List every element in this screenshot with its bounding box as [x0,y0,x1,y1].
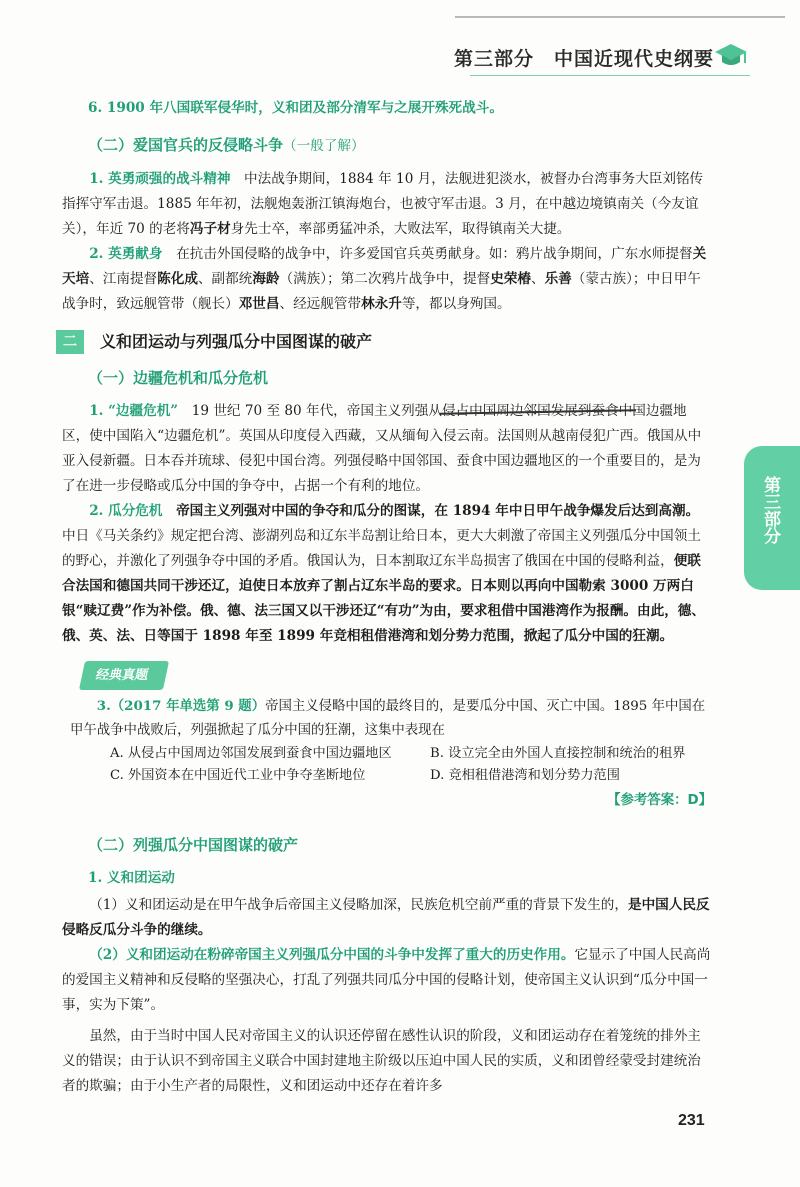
header-title: 第三部分 中国近现代史纲要 [453,48,714,70]
option-c[interactable]: C. 外国资本在中国近代工业中争夺垄断地位 [110,768,366,783]
header-rule [470,75,750,76]
section-number: 二 [56,330,84,354]
para-boxer-2: （2）义和团运动在粉碎帝国主义列强瓜分中国的斗争中发挥了重大的历史作用。它显示了中国人民高尚的爱国主义精神和反侵略的坚强决心，打乱了列强共同瓜分中国的侵略计划，使帝国主义认识到“瓜分中国一事，实为下策”。 [62,947,711,1013]
item-boxer-movement: 1. 义和团运动 [88,870,175,886]
header-top-line [455,8,785,18]
side-tab[interactable] [744,446,800,590]
subsection-partition-failure: （二）列强瓜分中国图谋的破产 [88,836,299,854]
classic-exam-badge: 经典真题 [79,661,169,690]
side-tab-label: 第三部分 [760,476,780,544]
subsection-frontier-crisis: （一）边疆危机和瓜分危机 [88,369,269,387]
page-number: 231 [678,1112,705,1129]
graduation-cap-icon [714,40,748,70]
para-boxer-1: （1）义和团运动是在甲午战争后帝国主义侵略加深，民族危机空前严重的背景下发生的，是中国人民反侵略反瓜分斗争的继续。 [62,897,710,938]
option-b[interactable]: B. 设立完全由外国人直接控制和统治的租界 [430,746,686,761]
handwritten-strikethrough: 侵占中国周边邻国发展到蚕食中 [442,403,632,419]
item-frontier-crisis: 1. “边疆危机” 19 世纪 70 至 80 年代，帝国主义列强从侵占中国周边邻国发展到蚕食中 国边疆地区，使中国陷入“边疆危机”。英国从印度侵入西藏，又从缅甸入侵云南。法国则从越南侵犯广西。俄国从中亚入侵新疆。日本吞并琉球、侵犯中国台湾。列强侵略中国邻国、蚕食中国边疆地区的一个重要目的，是为了在进一步侵略或瓜分中国的争夺中，占据一个有利的地位。 [62,403,702,494]
item-partition-crisis: 2. 瓜分危机 帝国主义列强对中国的争夺和瓜分的图谋，在 1894 年中日甲午战争爆发后达到高潮。中日《马关条约》规定把台湾、澎湖列岛和辽东半岛割让给日本，更大大刺激了帝国主义列强瓜分中国领土的野心，并激化了列强争夺中国的矛盾。俄国认为，日本割取辽东半岛损害了俄国在中国的侵略利益，便联合法国和德国共同干涉还辽，迫使日本放弃了割占辽东半岛的要求。日本则以再向中国勒索 3000 万两白银“赎辽费”作为补偿。俄、德、法三国又以干涉还辽“有功”为由，要求租借中国港湾作为报酬。由此，德、俄、英、法、日等国于 1898 年至 1899 年竞相租借港湾和划分势力范围，掀起了瓜分中国的狂潮。 [62,503,705,644]
item-fighting-spirit: 1. 英勇顽强的战斗精神 中法战争期间，1884 年 10 月，法舰进犯淡水，被督办台湾事务大臣刘铭传指挥守军击退。1885 年年初，法舰炮轰浙江镇海炮台，也被守军击退。3 月，在中越边境镇南关（今友谊关），年近 70 的老将冯子材身先士卒，率部勇猛冲杀，大败法军，取得镇南关大捷。 [62,171,704,237]
page-content [62,92,712,1099]
page-header [0,0,800,80]
section-heading-2 [56,329,712,354]
option-d[interactable]: D. 竞相租借港湾和划分势力范围 [430,768,620,783]
exam-question: 3.（2017 年单选第 9 题）帝国主义侵略中国的最终目的，是要瓜分中国、灭亡中国。1895 年中国在甲午战争中战败后，列强掀起了瓜分中国的狂潮，这集中表现在 A. 从侵占中国周边邻国发展到蚕食中国边疆地区 B. 设立完全由外国人直接控制和统治的租界 C. 外国资本在中国近代工业中争夺垄断地位 D. 竞相租借港湾和划分势力范围 【参考答案：D】 [62,694,712,813]
section-title: 义和团运动与列强瓜分中国图谋的破产 [100,332,373,351]
para-boxer-3: 虽然，由于当时中国人民对帝国主义的认识还停留在感性认识的阶段，义和团运动存在着笼统的排外主义的错误；由于认识不到帝国主义联合中国封建地主阶级以压迫中国人民的实质，义和团曾经蒙受封建统治者的欺骗；由于小生产者的局限性，义和团运动中还存在着许多 [62,1028,701,1094]
option-a[interactable]: A. 从侵占中国周边邻国发展到蚕食中国边疆地区 [110,746,392,761]
subsection-patriotic-officers: （二）爱国官兵的反侵略斗争（一般了解） [88,136,365,154]
point-6: 6. 1900 年八国联军侵华时，义和团及部分清军与之展开殊死战斗。 [88,100,503,116]
item-heroic-sacrifice: 2. 英勇献身 在抗击外国侵略的战争中，许多爱国官兵英勇献身。如：鸦片战争期间，广东水师提督关天培、江南提督陈化成、副都统海龄（满族）；第二次鸦片战争中，提督史荣椿、乐善（蒙古族）；中日甲午战争时，致远舰管带（舰长）邓世昌、经远舰管带林永升等，都以身殉国。 [62,246,707,312]
question-options [70,743,712,787]
reference-answer: 【参考答案：D】 [607,793,712,808]
